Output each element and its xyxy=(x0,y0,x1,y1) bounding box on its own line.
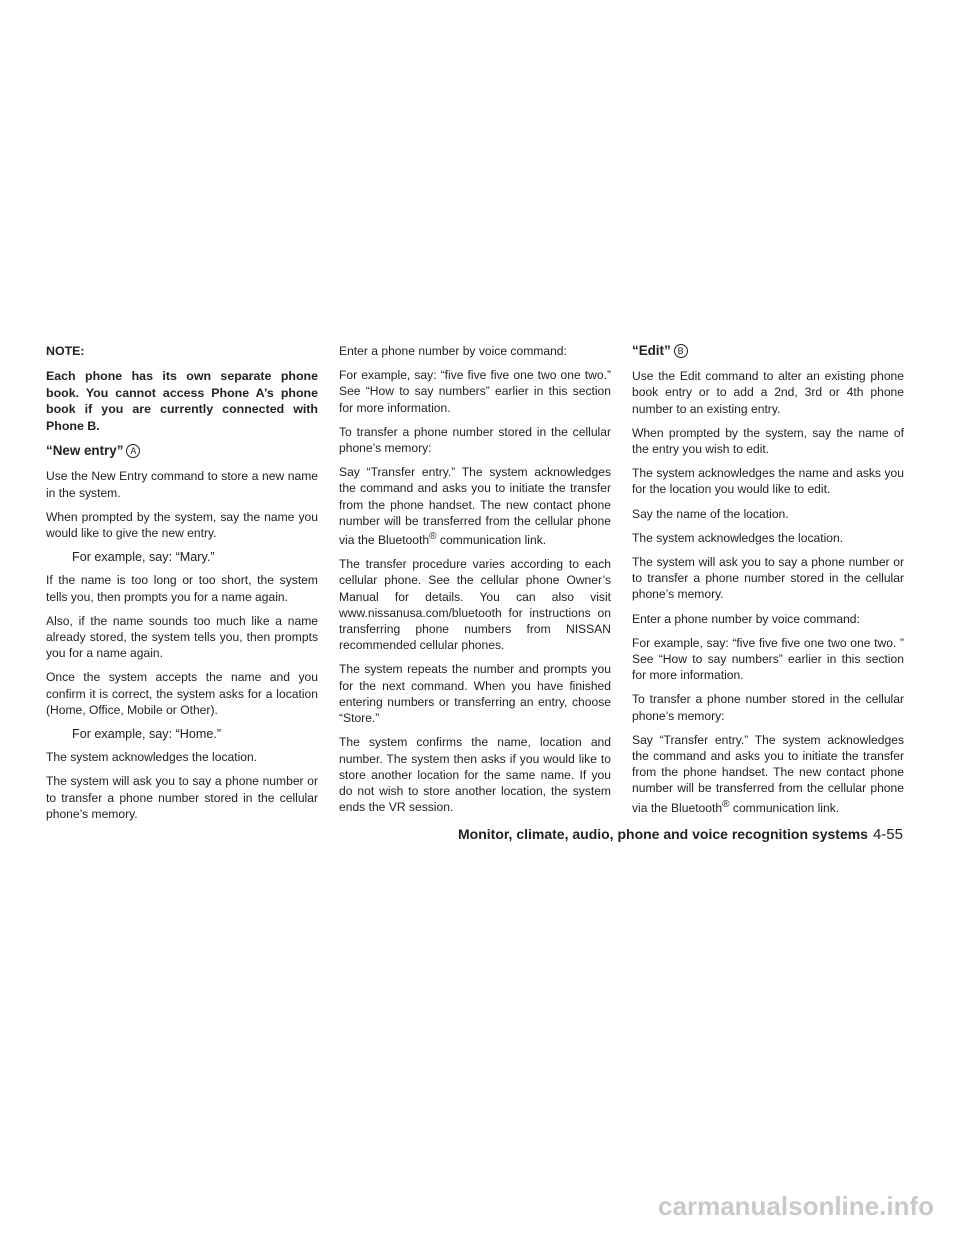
paragraph-text: communication link. xyxy=(436,533,547,548)
new-entry-heading xyxy=(46,443,318,459)
paragraph-text: Say “Transfer entry.” The system acknowledges the command and asks you to initiate the transfer from the phone handset. The new contact phone number will be transferred from the cellular phone via the Bluetooth xyxy=(339,465,611,548)
paragraph: The system acknowledges the name and asks you for the location you would like to edit. xyxy=(632,466,904,497)
paragraph: When prompted by the system, say the name of the entry you wish to edit. xyxy=(632,425,904,457)
registered-mark: ® xyxy=(722,798,730,810)
paragraph: The system repeats the number and prompts you for the next command. When you have finished entering numbers or transferring an entry, choose “Store.” xyxy=(339,662,611,726)
paragraph: Say the name of the location. xyxy=(632,506,789,521)
paragraph: The transfer procedure varies according to each cellular phone. See the cellular phone Owner’s Manual for details. You can also visit www.nissanusa.com/bluetooth for instructions on transferring phone numbers from NISSAN recommended cellular phones. xyxy=(339,557,611,653)
paragraph xyxy=(632,732,904,816)
column-2 xyxy=(339,343,611,823)
section-title: Monitor, climate, audio, phone and voice recognition systems xyxy=(458,826,868,842)
paragraph: The system acknowledges the location. xyxy=(46,750,258,765)
paragraph: When prompted by the system, say the name you would like to give the new entry. xyxy=(46,509,318,541)
example-text: For example, say: “Home.” xyxy=(72,727,222,742)
note-body: Each phone has its own separate phone book. You cannot access Phone A’s phone book if you are currently connected with Phone B. xyxy=(46,369,318,433)
column-1 xyxy=(46,343,318,830)
paragraph: The system confirms the name, location and number. The system then asks if you would like to store another location for the same name. If you do not wish to store another location, the system ends the VR session. xyxy=(339,735,611,815)
paragraph: Once the system accepts the name and you confirm it is correct, the system asks for a location (Home, Office, Mobile or Other). xyxy=(46,670,318,717)
paragraph xyxy=(339,464,611,548)
paragraph: Enter a phone number by voice command: xyxy=(632,611,860,626)
column-3 xyxy=(632,343,904,824)
callout-marker-b-icon: B xyxy=(674,344,688,358)
paragraph: To transfer a phone number stored in the cellular phone’s memory: xyxy=(632,692,904,723)
paragraph: To transfer a phone number stored in the cellular phone’s memory: xyxy=(339,424,611,456)
paragraph: Use the Edit command to alter an existing phone book entry or to add a 2nd, 3rd or 4th phone number to an existing entry. xyxy=(632,369,904,416)
paragraph: The system will ask you to say a phone number or to transfer a phone number stored in the cellular phone’s memory. xyxy=(46,774,318,821)
paragraph: If the name is too long or too short, the system tells you, then prompts you for a name again. xyxy=(46,573,318,604)
note-heading: NOTE: xyxy=(46,344,85,358)
example-text: For example, say: “Mary.” xyxy=(72,550,215,565)
paragraph: The system will ask you to say a phone number or to transfer a phone number stored in the cellular phone’s memory. xyxy=(632,555,904,602)
paragraph: For example, say: “five five five one two one two. ” See “How to say numbers” earlier in this section for more information. xyxy=(632,635,904,683)
watermark: carmanualsonline.info xyxy=(658,1191,934,1221)
page-number: 4-55 xyxy=(872,826,903,843)
edit-heading xyxy=(632,343,904,359)
paragraph-text: communication link. xyxy=(729,800,840,815)
paragraph-text: Say “Transfer entry.” The system acknowledges the command and asks you to initiate the transfer from the phone handset. The new contact phone number will be transferred from the cellular phone via the Bluetooth xyxy=(632,732,904,815)
paragraph: For example, say: “five five five one two one two.” See “How to say numbers” earlier in this section for more information. xyxy=(339,368,611,415)
paragraph: Enter a phone number by voice command: xyxy=(339,344,567,358)
paragraph: The system acknowledges the location. xyxy=(632,530,844,545)
callout-marker-a-icon: A xyxy=(126,444,140,458)
page-footer xyxy=(458,826,903,843)
edit-heading-text: “Edit” xyxy=(632,343,671,358)
paragraph: Use the New Entry command to store a new name in the system. xyxy=(46,469,318,500)
paragraph: Also, if the name sounds too much like a name already stored, the system tells you, then prompts you for a name again. xyxy=(46,613,318,661)
new-entry-heading-text: “New entry” xyxy=(46,443,124,459)
registered-mark: ® xyxy=(429,531,437,543)
